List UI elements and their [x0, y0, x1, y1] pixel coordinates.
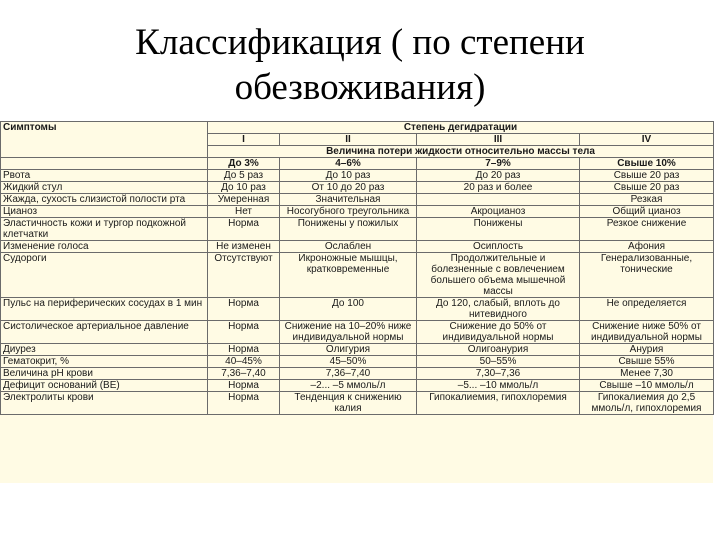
value-cell: Осиплость — [417, 241, 580, 253]
value-cell: –5... –10 ммоль/л — [417, 380, 580, 392]
symptom-cell: Жажда, сухость слизистой полости рта — [1, 194, 208, 206]
value-cell: Норма — [208, 344, 280, 356]
value-cell: Свыше 20 раз — [580, 182, 714, 194]
table-row — [1, 321, 714, 344]
value-cell: Нет — [208, 206, 280, 218]
symptom-cell: Пульс на периферических сосудах в 1 мин — [1, 298, 208, 321]
table-row — [1, 218, 714, 241]
table-row — [1, 241, 714, 253]
value-cell: До 20 раз — [417, 170, 580, 182]
value-cell: Норма — [208, 321, 280, 344]
value-cell: Свыше –10 ммоль/л — [580, 380, 714, 392]
value-cell: Снижение на 10–20% ниже индивидуальной нормы — [280, 321, 417, 344]
fluid-loss-degree-1: До 3% — [208, 158, 280, 170]
value-cell: Олигурия — [280, 344, 417, 356]
value-cell: Отсутствуют — [208, 253, 280, 298]
degree-4-header: IV — [580, 134, 714, 146]
value-cell: Продолжительные и болезненные с вовлечением большего объема мышечной массы — [417, 253, 580, 298]
value-cell: Носогубного треугольника — [280, 206, 417, 218]
value-cell: Олигоанурия — [417, 344, 580, 356]
value-cell: Резкая — [580, 194, 714, 206]
value-cell: Не определяется — [580, 298, 714, 321]
table-row — [1, 380, 714, 392]
value-cell: До 10 раз — [208, 182, 280, 194]
value-cell: Норма — [208, 380, 280, 392]
value-cell: Гипокалиемия до 2,5 ммоль/л, гипохлоремия — [580, 392, 714, 415]
symptom-cell: Цианоз — [1, 206, 208, 218]
degree-1-header: I — [208, 134, 280, 146]
value-cell: До 10 раз — [280, 170, 417, 182]
value-cell: Умеренная — [208, 194, 280, 206]
slide-title-line-2: обезвоживания) — [234, 67, 486, 108]
value-cell: 7,36–7,40 — [280, 368, 417, 380]
table-row — [1, 392, 714, 415]
degree-2-header: II — [280, 134, 417, 146]
value-cell: Норма — [208, 218, 280, 241]
value-cell: Афония — [580, 241, 714, 253]
value-cell: 7,30–7,36 — [417, 368, 580, 380]
symptom-cell: Диурез — [1, 344, 208, 356]
symptom-cell: Судороги — [1, 253, 208, 298]
value-cell: 20 раз и более — [417, 182, 580, 194]
value-cell: 7,36–7,40 — [208, 368, 280, 380]
value-cell: Гипокалиемия, гипохлоремия — [417, 392, 580, 415]
symptom-cell: Величина pH крови — [1, 368, 208, 380]
value-cell: Икроножные мышцы, кратковременные — [280, 253, 417, 298]
value-cell: 50–55% — [417, 356, 580, 368]
symptom-cell: Изменение голоса — [1, 241, 208, 253]
header-row-fluid-loss-values — [1, 158, 714, 170]
value-cell: Понижены — [417, 218, 580, 241]
degree-3-header: III — [417, 134, 580, 146]
table-row — [1, 194, 714, 206]
value-cell: До 120, слабый, вплоть до нитевидного — [417, 298, 580, 321]
slide-title — [0, 20, 720, 110]
symptom-cell: Рвота — [1, 170, 208, 182]
symptom-cell: Эластичность кожи и тургор подкожной клетчатки — [1, 218, 208, 241]
header-row-degree-title — [1, 122, 714, 134]
symptoms-header-spacer — [1, 158, 208, 170]
value-cell: От 10 до 20 раз — [280, 182, 417, 194]
table-row — [1, 298, 714, 321]
value-cell: Норма — [208, 392, 280, 415]
value-cell: Значительная — [280, 194, 417, 206]
value-cell: Снижение до 50% от индивидуальной нормы — [417, 321, 580, 344]
symptom-cell: Систолическое артериальное давление — [1, 321, 208, 344]
symptom-cell: Гематокрит, % — [1, 356, 208, 368]
slide-title-line-1: Классификация ( по степени — [135, 22, 585, 63]
value-cell: Норма — [208, 298, 280, 321]
value-cell: Анурия — [580, 344, 714, 356]
value-cell: –2... –5 ммоль/л — [280, 380, 417, 392]
fluid-loss-degree-4: Свыше 10% — [580, 158, 714, 170]
value-cell — [417, 194, 580, 206]
value-cell: 45–50% — [280, 356, 417, 368]
table-row — [1, 344, 714, 356]
value-cell: Понижены у пожилых — [280, 218, 417, 241]
value-cell: Свыше 20 раз — [580, 170, 714, 182]
symptom-cell: Жидкий стул — [1, 182, 208, 194]
value-cell: Менее 7,30 — [580, 368, 714, 380]
value-cell: Резкое снижение — [580, 218, 714, 241]
table-row — [1, 253, 714, 298]
value-cell: До 5 раз — [208, 170, 280, 182]
symptom-cell: Дефицит оснований (BE) — [1, 380, 208, 392]
symptom-cell: Электролиты крови — [1, 392, 208, 415]
table-row — [1, 368, 714, 380]
table-row — [1, 182, 714, 194]
symptoms-header: Симптомы — [1, 122, 208, 158]
fluid-loss-degree-3: 7–9% — [417, 158, 580, 170]
value-cell: Акроцианоз — [417, 206, 580, 218]
value-cell: 40–45% — [208, 356, 280, 368]
dehydration-degree-header: Степень дегидратации — [208, 122, 714, 134]
value-cell: Не изменен — [208, 241, 280, 253]
value-cell: Тенденция к снижению калия — [280, 392, 417, 415]
value-cell: До 100 — [280, 298, 417, 321]
value-cell: Генерализованные, тонические — [580, 253, 714, 298]
value-cell: Свыше 55% — [580, 356, 714, 368]
value-cell: Общий цианоз — [580, 206, 714, 218]
table-row — [1, 206, 714, 218]
table-row — [1, 170, 714, 182]
fluid-loss-degree-2: 4–6% — [280, 158, 417, 170]
table-row — [1, 356, 714, 368]
classification-table-container — [0, 121, 713, 483]
value-cell: Снижение ниже 50% от индивидуальной нормы — [580, 321, 714, 344]
value-cell: Ослаблен — [280, 241, 417, 253]
dehydration-classification-table — [0, 121, 714, 415]
fluid-loss-header: Величина потери жидкости относительно массы тела — [208, 146, 714, 158]
